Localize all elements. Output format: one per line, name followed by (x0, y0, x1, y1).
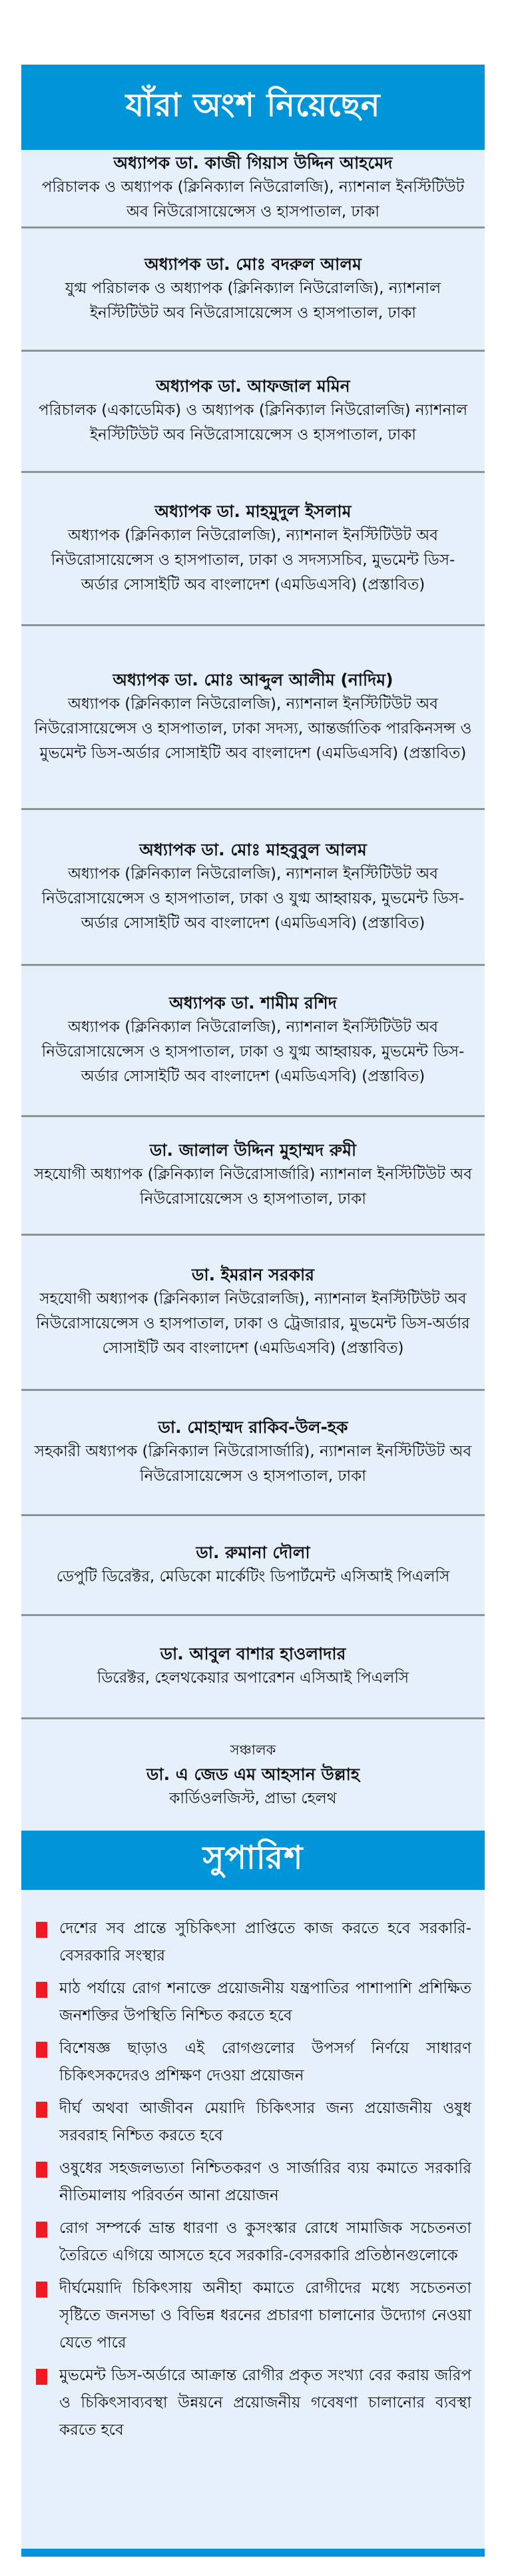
participant-entry (21, 352, 485, 473)
participant-entry (21, 1516, 485, 1616)
participant-desc: অধ্যাপক (ক্লিনিক্যাল নিউরোলজি), ন্যাশনাল ইনস্টিটিউট অব নিউরোসায়েন্সেস ও হাসপাতাল, ঢাকা ও যুগ্ম আহ্বায়ক, মুভমেন্ট ডিস-অর্ডার সোসাইটি অব বাংলাদেশ (এমডিএসবি) (প্রস্তাবিত) (41, 1019, 465, 1085)
recommendation-item (36, 2035, 471, 2090)
participant-entry (21, 810, 485, 966)
recommendation-item (36, 1915, 471, 1970)
participant-desc: অধ্যাপক (ক্লিনিক্যাল নিউরোলজি), ন্যাশনাল ইনস্টিটিউট অব নিউরোসায়েন্সেস ও হাসপাতাল, ঢাকা ও সদস্যসচিব, মুভমেন্ট ডিস-অর্ডার সোসাইটি অব বাংলাদেশ (এমডিএসবি) (প্রস্তাবিত) (51, 526, 455, 594)
participant-entry (21, 473, 485, 626)
participant-entry (21, 626, 485, 810)
participant-name: অধ্যাপক ডা. মোঃ বদরুল আলম (144, 254, 362, 274)
participant-name: অধ্যাপক ডা. আফজাল মমিন (156, 376, 350, 396)
red-square-bullet-icon (36, 1922, 47, 1938)
participant-entry (21, 150, 485, 228)
recommendation-item (36, 2155, 471, 2210)
recommendation-text: দীর্ঘ অথবা আজীবন মেয়াদি চিকিৎসার জন্য প্রয়োজনীয় ওষুধ সরবরাহ নিশ্চিত করতে হবে (59, 2100, 471, 2144)
participant-desc: ডিরেক্টর, হেলথকেয়ার অপারেশন এসিআই পিএলসি (97, 1669, 409, 1687)
recommendation-text: মুভমেন্ট ডিস-অর্ডারে আক্রান্ত রোগীর প্রকৃত সংখ্যা বের করায় জরিপ ও চিকিৎসাব্যবস্থা উন্নয়নে প্রয়োজনীয় গবেষণা চালানোর ব্যবস্থা করতে হবে (59, 2367, 471, 2439)
recommendation-text: রোগ সম্পর্কে ভ্রান্ত ধারণা ও কুসংস্কার রোধে সামাজিক সচেতনতা তৈরিতে এগিয়ে আসতে হবে সরকারি-বেসরকারি প্রতিষ্ঠানগুলোকে (59, 2220, 471, 2264)
participant-entry (21, 1117, 485, 1236)
participant-name: ডা. আবুল বাশার হাওলাদার (160, 1644, 346, 1663)
recommendation-text: মাঠ পর্যায়ে রোগ শনাক্তে প্রয়োজনীয় যন্ত্রপাতির পাশাপাশি প্রশিক্ষিত জনশক্তির উপস্থিতি নিশ্চিত করতে হবে (59, 1980, 471, 2024)
participant-entry (21, 966, 485, 1117)
recommendation-item (36, 1975, 471, 2030)
participants-banner (21, 65, 485, 150)
recommendation-item (36, 2095, 471, 2150)
recommendation-text: দেশের সব প্রান্তে সুচিকিৎসা প্রাপ্তিতে কাজ করতে হবে সরকারি-বেসরকারি সংস্থার (59, 1920, 471, 1964)
participant-desc: সহযোগী অধ্যাপক (ক্লিনিক্যাল নিউরোলজি), ন্যাশনাল ইনস্টিটিউট অব নিউরোসায়েন্সেস ও হাসপাতাল, ঢাকা ও ট্রেজারার, মুভমেন্ট ডিস-অর্ডার সোসাইটি অব বাংলাদেশ (এমডিএসবি) (প্রস্তাবিত) (36, 1290, 470, 1357)
participant-desc: অধ্যাপক (ক্লিনিক্যাল নিউরোলজি), ন্যাশনাল ইনস্টিটিউট অব নিউরোসায়েন্সেস ও হাসপাতাল, ঢাকা সদস্য, আন্তর্জাতিক পারকিনসন্স ও মুভমেন্ট ডিস-অর্ডার সোসাইটি অব বাংলাদেশ (এমডিএসবি) (প্রস্তাবিত) (34, 695, 472, 762)
participant-entry (21, 1391, 485, 1516)
participant-entry (21, 228, 485, 352)
participant-name: অধ্যাপক ডা. শামীম রশিদ (169, 993, 337, 1013)
recommendations-banner (21, 1831, 485, 1890)
participant-name: অধ্যাপক ডা. মাহমুদুল ইসলাম (154, 501, 352, 521)
red-square-bullet-icon (36, 2102, 47, 2118)
participant-desc: পরিচালক (একাডেমিক) ও অধ্যাপক (ক্লিনিক্যাল নিউরোলজি) ন্যাশনাল ইনস্টিটিউট অব নিউরোসায়েন্সেস ও হাসপাতাল, ঢাকা (38, 402, 468, 444)
red-square-bullet-icon (36, 2042, 47, 2058)
bottom-accent-bar (21, 2549, 485, 2557)
recommendation-item (36, 2362, 471, 2444)
participant-desc: যুগ্ম পরিচালক ও অধ্যাপক (ক্লিনিক্যাল নিউরোলজি), ন্যাশনাল ইনস্টিটিউট অব নিউরোসায়েন্সেস ও হাসপাতাল, ঢাকা (65, 279, 441, 322)
red-square-bullet-icon (36, 1982, 47, 1998)
participant-name: অধ্যাপক ডা. মোঃ আব্দুল আলীম (নাদিম) (113, 669, 393, 689)
recommendation-text: বিশেষজ্ঞ ছাড়াও এই রোগগুলোর উপসর্গ নির্ণয়ে সাধারণ চিকিৎসকদেরও প্রশিক্ষণ দেওয়া প্রয়োজন (59, 2040, 471, 2084)
participant-desc: সহকারী অধ্যাপক (ক্লিনিক্যাল নিউরোসার্জারি), ন্যাশনাল ইনস্টিটিউট অব নিউরোসায়েন্সেস ও হাসপাতাল, ঢাকা (34, 1443, 472, 1485)
participant-desc: অধ্যাপক (ক্লিনিক্যাল নিউরোলজি), ন্যাশনাল ইনস্টিটিউট অব নিউরোসায়েন্সেস ও হাসপাতাল, ঢাকা ও যুগ্ম আহ্বায়ক, মুভমেন্ট ডিস-অর্ডার সোসাইটি অব বাংলাদেশ (এমডিএসবি) (প্রস্তাবিত) (41, 865, 465, 932)
participant-name: অধ্যাপক ডা. কাজী গিয়াস উদ্দিন আহমেদ (113, 153, 393, 173)
moderator-desc: কার্ডিওলজিস্ট, প্রাভা হেলথ (169, 1789, 337, 1807)
participants-title: যাঁরা অংশ নিয়েছেন (125, 86, 381, 124)
participant-name: ডা. মোহাম্মদ রাকিব-উল-হক (158, 1418, 348, 1437)
participant-entry (21, 1236, 485, 1391)
participant-name: ডা. ইমরান সরকার (191, 1265, 315, 1284)
red-square-bullet-icon (36, 2162, 47, 2178)
recommendations-title: সুপারিশ (202, 1839, 304, 1877)
participant-name: ডা. জালাল উদ্দিন মুহাম্মদ রুমী (149, 1140, 357, 1160)
moderator-label: সঞ্চালক (230, 1741, 276, 1758)
participant-name: ডা. রুমানা দৌলা (196, 1542, 310, 1562)
recommendation-item (36, 2275, 471, 2357)
participant-desc: ডেপুটি ডিরেক্টর, মেডিকো মার্কেটিং ডিপার্টমেন্ট এসিআই পিএলসি (56, 1567, 450, 1585)
participant-desc: পরিচালক ও অধ্যাপক (ক্লিনিক্যাল নিউরোলজি), ন্যাশনাল ইনস্টিটিউট অব নিউরোসায়েন্সেস ও হাসপাতাল, ঢাকা (41, 179, 465, 220)
red-square-bullet-icon (36, 2369, 47, 2385)
recommendation-text: ওষুধের সহজলভ্যতা নিশ্চিতকরণ ও সার্জারির ব্যয় কমাতে সরকারি নীতিমালায় পরিবর্তন আনা প্রয়োজন (59, 2160, 471, 2204)
recommendation-text: দীর্ঘমেয়াদি চিকিৎসায় অনীহা কমাতে রোগীদের মধ্যে সচেতনতা সৃষ্টিতে জনসভা ও বিভিন্ন ধরনের প্রচারণা চালানোর উদ্যোগ নেওয়া যেতে পারে (59, 2280, 471, 2352)
participant-entry (21, 1616, 485, 1719)
moderator-name: ডা. এ জেড এম আহসান উল্লাহ (146, 1764, 360, 1784)
infographic-panel (21, 65, 485, 2557)
moderator-entry (21, 1719, 485, 1831)
participant-desc: সহযোগী অধ্যাপক (ক্লিনিক্যাল নিউরোসার্জারি) ন্যাশনাল ইনস্টিটিউট অব নিউরোসায়েন্সেস ও হাসপাতাল, ঢাকা (34, 1166, 472, 1208)
red-square-bullet-icon (36, 2282, 47, 2298)
red-square-bullet-icon (36, 2222, 47, 2238)
recommendation-item (36, 2215, 471, 2270)
participant-name: অধ্যাপক ডা. মোঃ মাহবুবুল আলম (139, 839, 367, 859)
recommendations-list (21, 1890, 485, 2549)
